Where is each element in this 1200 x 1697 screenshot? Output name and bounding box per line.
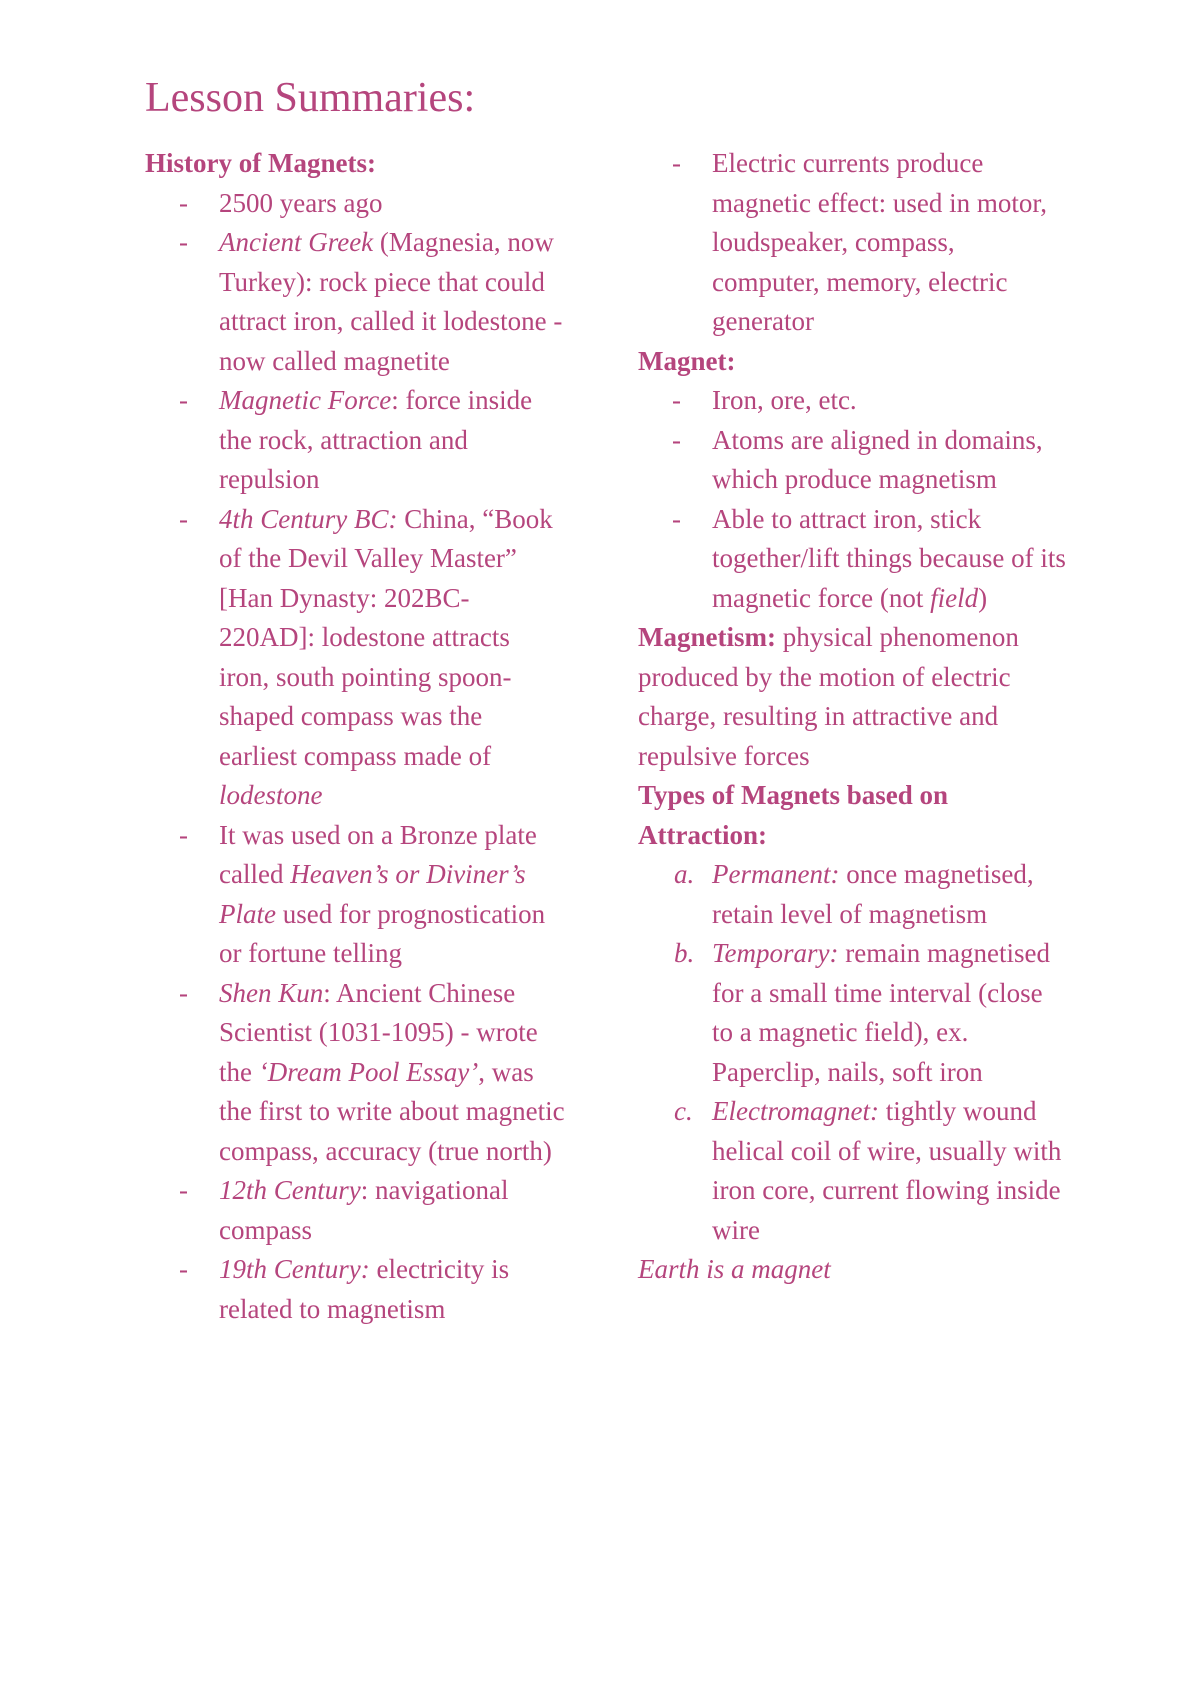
list-item (638, 855, 1068, 934)
list-marker: c. (674, 1096, 693, 1126)
list-item-segment: remain magnetised for a small time interval (close to a magnetic field), ex. Paperclip, nails, soft iron (712, 938, 1050, 1087)
list-item-segment: field (930, 582, 979, 613)
list-item-segment: Temporary: (712, 938, 839, 968)
list-item-segment: (Magnesia, now Turkey): rock piece that could attract iron, called it lodestone - now called magnetite (219, 227, 563, 376)
magnetism-paragraph-segment: Magnetism: (638, 622, 776, 652)
list-item-segment: Iron, ore, etc. (712, 385, 857, 415)
list-item (638, 500, 1068, 619)
page-title: Lesson Summaries: (145, 75, 476, 121)
list-marker: - (179, 503, 188, 534)
list-item (145, 1250, 565, 1329)
list-item-segment: Magnetic Force (219, 385, 392, 415)
list-marker: b. (674, 938, 695, 968)
list-item-segment: : Ancient Chinese Scientist (1031-1095) - wrote the (219, 977, 538, 1087)
list-item (145, 816, 565, 974)
list-item-segment: : navigational compass (219, 1175, 509, 1245)
list-item-segment: Atoms are aligned in domains, which produce magnetism (712, 424, 1043, 494)
electric-currents-list (638, 144, 1068, 342)
magnet-list (638, 381, 1068, 618)
list-item-segment: 19th Century: (219, 1254, 370, 1284)
closing-line: Earth is a magnet (638, 1254, 831, 1284)
magnet-heading: Magnet: (638, 345, 736, 376)
list-item-segment: 4th Century BC: (219, 503, 398, 534)
history-heading: History of Magnets: (145, 148, 376, 178)
list-item-segment: Electromagnet: (712, 1096, 879, 1126)
list-item (145, 184, 565, 224)
list-item-segment: China, “Book of the Devil Valley Master” [Han Dynasty: 202BC-220AD]: lodestone attracts iron, south pointing spoon-shaped compass was the earliest compass made of (219, 503, 553, 771)
list-item (145, 500, 565, 816)
list-item (145, 223, 565, 381)
list-item (638, 421, 1068, 500)
list-marker: - (672, 385, 681, 415)
list-marker: - (179, 385, 188, 415)
list-marker: - (179, 977, 188, 1008)
list-item-segment: : force inside the rock, attraction and repulsion (219, 385, 533, 494)
list-item-segment: lodestone (219, 780, 323, 810)
magnetism-paragraph (638, 618, 1068, 776)
list-marker: - (672, 503, 681, 534)
list-item-segment: Permanent: (712, 859, 840, 889)
list-item-segment: 2500 years ago (219, 187, 383, 218)
list-item-segment: 12th Century (219, 1175, 361, 1205)
list-item-segment: electricity is related to magnetism (219, 1254, 510, 1324)
history-list (145, 184, 565, 1330)
left-column (145, 144, 565, 1329)
list-item (145, 974, 565, 1172)
types-list (638, 855, 1068, 1250)
list-marker: - (672, 424, 681, 455)
list-item (638, 144, 1068, 342)
list-item-segment: , was the first to write about magnetic compass, accuracy (true north) (219, 1056, 565, 1166)
list-item-segment: tightly wound helical coil of wire, usually with iron core, current flowing inside wire (712, 1096, 1062, 1245)
list-item (638, 934, 1068, 1092)
magnetism-paragraph-segment: physical phenomenon produced by the motion of electric charge, resulting in attractive and repulsive forces (638, 622, 1019, 771)
list-item-segment: Heaven’s or Diviner’s Plate (219, 859, 526, 929)
types-heading: Types of Magnets based on Attraction: (638, 780, 949, 850)
list-marker: a. (674, 859, 695, 889)
list-marker: - (179, 227, 188, 257)
list-item-segment: ) (978, 582, 988, 613)
list-item-segment: Shen Kun (219, 977, 324, 1008)
list-item-segment: once magnetised, retain level of magnetism (712, 859, 1034, 929)
list-marker: - (179, 819, 188, 850)
list-item (638, 381, 1068, 421)
list-item (638, 1092, 1068, 1250)
list-item-segment: ‘Dream Pool Essay’ (258, 1056, 479, 1087)
list-item-segment: used for prognostication or fortune telling (219, 898, 546, 968)
list-marker: - (179, 1254, 188, 1284)
list-marker: - (672, 148, 681, 178)
list-item-segment: Able to attract iron, stick together/lift things because of its magnetic force (not (712, 503, 1066, 613)
list-item (145, 1171, 565, 1250)
list-marker: - (179, 187, 188, 218)
list-item (145, 381, 565, 500)
list-item-segment: Electric currents produce magnetic effect: used in motor, loudspeaker, compass, computer, memory, electric generator (712, 148, 1048, 336)
list-item-segment: It was used on a Bronze plate called (219, 819, 537, 889)
list-marker: - (179, 1175, 188, 1205)
right-column (638, 144, 1068, 1290)
list-item-segment: Ancient Greek (219, 227, 374, 257)
